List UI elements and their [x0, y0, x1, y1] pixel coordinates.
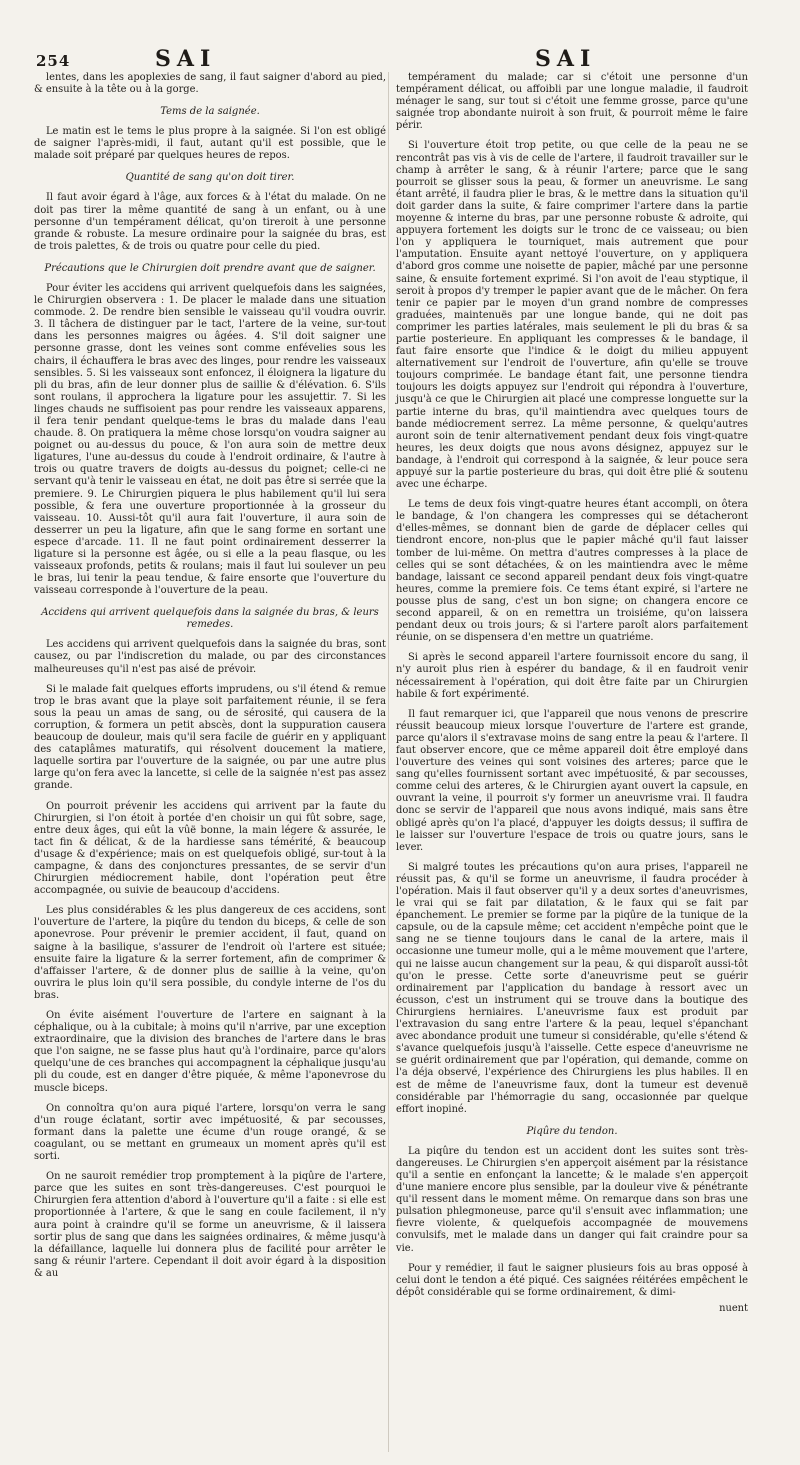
paragraph: Les accidens qui arrivent quelquefois dans la saignée du bras, sont causez, ou par l'indiscretion du malade, ou par des circonstances malheureuses qu'il n'est pas aisé de prévoir. [34, 639, 386, 675]
paragraph: Pour y remédier, il faut le saigner plusieurs fois au bras opposé à celui dont le tendon a été piqué. Ces saignées réitérées empêchent le dépôt considérable qui se forme ordinairement, & dimi- [396, 1262, 748, 1298]
section-heading: Quantité de sang qu'on doit tirer. [125, 172, 295, 184]
paragraph: Les plus considérables & les plus dangereux de ces accidens, sont l'ouverture de l'artere, la piqûre du tendon du biceps, & celle de son aponevrose. Pour prévenir le premier accident, il faut, quand on saigne à la basilique, s'assurer de l'endroit où l'artere est située; ensuite faire la ligature & la serrer fortement, afin de comprimer & d'affaisser l'artere, & de donner plus de saillie à la veine, qu'on ouvrira le plus loin qu'il sera possible, du condyle interne de l'os du bras. [34, 905, 386, 1001]
catchword: nuent [719, 1302, 748, 1314]
paragraph: On évite aisément l'ouverture de l'artere en saignant à la céphalique, ou à la cubitale; à moins qu'il n'arrive, par une exception extraordinaire, que la division des branches de l'artere dans le bras que l'on saigne, ne se fasse plus haut qu'à l'ordinaire, parce qu'alors quelqu'une de ces branches qui accompagnent la céphalique jusqu'au pli du coude, est en danger d'être piquée, & même l'aponevrose du muscle biceps. [34, 1010, 386, 1094]
paragraph: lentes, dans les apoplexies de sang, il faut saigner d'abord au pied, & ensuite à la tête ou à la gorge. [34, 72, 386, 96]
paragraph: Si malgré toutes les précautions qu'on aura prises, l'appareil ne réussit pas, & qu'il se forme un aneuvrisme, il faudra procéder à l'opération. Mais il faut observer qu'il y a deux sortes d'aneuvrismes, le vrai qui se fait par dilatation, & le faux qui se fait par épanchement. Le premier se forme par la piqûre de la tunique de la capsule, ou de la capsule même; cet accident n'empêche point que le sang ne se tienne toujours dans le canal de la artere, mais il occasionne une tumeur molle, qui a le même mouvement que l'artere, qui ne laisse aucun changement sur la peau, & qui disparoît aussi-tôt qu'on le presse. Cette sorte d'aneuvrisme peut se guérir ordinairement par l'application du bandage à ressort avec un écusson, c'est un instrument qui se trouve dans la boutique des Chirurgiens herniaires. L'aneuvrisme faux est produit par l'extravasion du sang entre l'artere & la peau, lequel s'épanchant avec abondance produit une tumeur si considérable, qu'elle s'étend & s'avance quelquefois jusqu'à l'aisselle. Cette espece d'aneuvrisme ne se guérit ordinairement que par l'opération, qui demande, comme on l'a déja observé, l'expérience des Chirurgiens les plus habiles. Il en est de même de l'aneuvrisme faux, dont la tumeur est devenuë considérable par l'hémorragie du sang, occasionnée par quelque effort inopiné. [396, 861, 748, 1115]
section-heading: Piqûre du tendon. [526, 1125, 618, 1137]
paragraph: Il faut avoir égard à l'âge, aux forces & à l'état du malade. On ne doit pas tirer la même quantité de sang à un enfant, ou à une personne d'un tempérament délicat, qu'on tireroit à une personne grande & robuste. La mesure ordinaire pour la saignée du bras, est de trois palettes, & de trois ou quatre pour celle du pied. [34, 192, 386, 252]
paragraph: La piqûre du tendon est un accident dont les suites sont très-dangereuses. Le Chirurgien s'en apperçoit aisément par la résistance qu'il a sentie en enfonçant la lancette; & le malade s'en apperçoit d'une maniere encore plus sensible, par la douleur vive & pénétrante qu'il ressent dans le moment même. On remarque dans son bras une pulsation phlegmoneuse, parce qu'il s'ensuit avec inflammation; une fievre violente, & quelquefois accompagnée de mouvemens convulsifs, met le malade dans un danger qui fait craindre pour sa vie. [396, 1145, 748, 1254]
left-column [34, 72, 386, 1288]
right-column [396, 72, 748, 1315]
paragraph: Si l'ouverture étoit trop petite, ou que celle de la peau ne se rencontrât pas vis à vis de celle de l'artere, il faudroit travailler sur le champ à arrêter le sang, & à réunir l'artere; parce que le sang pourroit se glisser sous la peau, & former un aneuvrisme. Le sang étant arrêté, il faudra plier le bras, & le mettre dans la situation qu'il doit garder dans la suite, & faire comprimer l'artere dans la partie moyenne & interne du bras, par une personne robuste & adroite, qui appuyera fortement les doigts sur le tronc de ce vaisseau; ou bien l'on y appliquera le tourniquet, mais autrement que pour l'amputation. Ensuite ayant nettoyé l'ouverture, on y appliquera d'abord gros comme une noisette de papier, mâché par une personne saine, & ensuite fortement exprimé. Si l'on avoit de l'eau styptique, il seroit à propos d'y tremper le papier avant que de le mâcher. On fera tenir ce papier par le moyen d'un grand nombre de compresses graduées, maintenuës par une longue bande, qui ne doit pas comprimer les parties latérales, mais seulement le pli du bras & sa partie posterieure. En appliquant les compresses & le bandage, il faut faire ensorte que l'indice & le doigt du milieu appuyent alternativement sur l'endroit de l'ouverture, afin qu'elle se trouve toujours comprimée. Le bandage étant fait, une personne tiendra toujours les doigts appuyez sur l'endroit qui répondra à l'ouverture, jusqu'à ce que le Chirurgien ait placé une compresse longuette sur la partie interne du bras, qu'il maintiendra avec quelques tours de bande médiocrement serrez. La même personne, & quelqu'autres auront soin de tenir alternativement pendant deux fois vingt-quatre heures, les deux doigts que nous avons désignez, appuyez sur le bandage, à l'endroit qui correspond à la saignée, & leur pouce sera appuyé sur la partie posterieure du bras, qui doit être plié & soutenu avec une écharpe. [396, 140, 748, 491]
section-heading: Accidens qui arrivent quelquefois dans la saignée du bras, & leurs remedes. [41, 607, 379, 631]
paragraph: tempérament du malade; car si c'étoit une personne d'un tempérament délicat, ou affoibli par une longue maladie, il faudroit ménager le sang, sur tout si c'étoit une femme grosse, parce qu'une saignée trop abondante nuiroit à son fruit, & pourroit même le faire périr. [396, 72, 748, 132]
paragraph: Si après le second appareil l'artere fournissoit encore du sang, il n'y auroit plus rien à espérer du bandage, & il en faudroit venir nécessairement à l'opération, qui doit être faite par un Chirurgien habile & fort expérimenté. [396, 652, 748, 700]
column-divider [388, 72, 389, 1452]
paragraph: Il faut remarquer ici, que l'appareil que nous venons de prescrire réussit beaucoup mieux lorsque l'ouverture de l'artere est grande, parce qu'alors il s'extravase moins de sang entre la peau & l'artere. Il faut observer encore, que ce même appareil doit être employé dans l'ouverture des veines qui sont voisines des arteres; parce que le sang qu'elles fournissent sortant avec impétuosité, & par secousses, comme celui des arteres, & le Chirurgien ayant ouvert la capsule, en ouvrant la veine, il pourroit s'y former un aneuvrisme vrai. Il faudra donc se servir de l'appareil que nous avons indiqué, mais sans être obligé après qu'on l'a placé, d'appuyer les doigts dessus; il suffira de le laisser sur l'ouverture l'espace de trois ou quatre jours, sans le lever. [396, 708, 748, 853]
section-heading: Précautions que le Chirurgien doit prendre avant que de saigner. [44, 262, 376, 274]
running-head-left: SAI [155, 46, 217, 72]
running-head-right: SAI [535, 46, 597, 72]
section-heading: Tems de la saignée. [160, 106, 260, 118]
paragraph: Si le malade fait quelques efforts imprudens, ou s'il étend & remue trop le bras avant que la playe soit parfaitement réunie, il se fera sous la peau un amas de sang, ou de sérosité, qui causera de la corruption, & formera un petit abscès, dont la suppuration causera beaucoup de douleur, mais qu'il sera facile de guérir en y appliquant des cataplâmes maturatifs, qui résolvent doucement la matiere, laquelle sortira par l'ouverture de la saignée, ou par une autre plus large qu'on fera avec la lancette, si celle de la saignée n'est pas assez grande. [34, 683, 386, 792]
paragraph: Le matin est le tems le plus propre à la saignée. Si l'on est obligé de saigner l'après-midi, il faut, autant qu'il est possible, que le malade soit préparé par quelques heures de repos. [34, 126, 386, 162]
paragraph: On ne sauroit remédier trop promptement à la piqûre de l'artere, parce que les suites en sont très-dangereuses. C'est pourquoi le Chirurgien fera attention d'abord à l'ouverture qu'il a faite : si elle est proportionnée à l'artere, & que le sang en coule facilement, il n'y aura point à craindre qu'il se forme un aneuvrisme, & il laissera sortir plus de sang que dans les saignées ordinaires, & même jusqu'à la défaillance, laquelle lui donnera plus de facilité pour arrêter le sang & réunir l'artere. Cependant il doit avoir égard à la disposition & au [34, 1171, 386, 1279]
paragraph: Le tems de deux fois vingt-quatre heures étant accompli, on ôtera le bandage, & l'on changera les compresses qui se détacheront d'elles-mêmes, se donnant bien de garde de déplacer celles qui tiendront encore, non-plus que le papier mâché qu'il faut laisser tomber de lui-même. On mettra d'autres compresses à la place de celles qui se sont détachées, & on les maintiendra avec le même bandage, laissant ce second appareil pendant deux fois vingt-quatre heures, comme la premiere fois. Ce tems étant expiré, si l'artere ne pousse plus de sang, c'est un bon signe; on changera encore ce second appareil, & on en remettra un troisiéme, qu'on laissera pendant deux ou trois jours; & si l'artere paroît alors parfaitement réunie, on se dispensera d'en mettre un quatriéme. [396, 499, 748, 644]
paragraph: On pourroit prévenir les accidens qui arrivent par la faute du Chirurgien, si l'on étoit à portée d'en choisir un qui fût sobre, sage, entre deux âges, qui eût la vûë bonne, la main légere & assurée, le tact fin & délicat, & de la hardiesse sans témérité, & beaucoup d'usage & d'expérience; mais on est quelquefois obligé, sur-tout à la campagne, & dans des conjonctures pressantes, de se servir d'un Chirurgien médiocrement habile, dont l'opération peut être accompagnée, ou suivie de beaucoup d'accidens. [34, 800, 386, 897]
page-number: 254 [36, 52, 71, 70]
paragraph: On connoîtra qu'on aura piqué l'artere, lorsqu'on verra le sang d'un rouge éclatant, sortir avec impétuosité, & par secousses, formant dans la palette une écume d'un rouge orangé, & se coagulant, ou se mettant en grumeaux un moment après qu'il est sorti. [34, 1102, 386, 1163]
paragraph: Pour éviter les accidens qui arrivent quelquefois dans les saignées, le Chirurgien observera : 1. De placer le malade dans une situation commode. 2. De rendre bien sensible le vaisseau qu'il voudra ouvrir. 3. Il tâchera de distinguer par le tact, l'artere de la veine, sur-tout dans les personnes maigres ou âgées. 4. S'il doit saigner une personne grasse, dont les veines sont comme enfévelies sous les chairs, il échauffera le bras avec des linges, pour rendre les vaisseaux sensibles. 5. Si les vaisseaux sont enfoncez, il éloignera la ligature du pli du bras, afin de leur donner plus de saillie & d'élévation. 6. S'ils sont roulans, il approchera la ligature pour les assujettir. 7. Si les linges chauds ne suffisoient pas pour rendre les vaisseaux apparens, il fera tenir pendant quelque-tems le bras du malade dans l'eau chaude. 8. On pratiquera la même chose lorsqu'on voudra saigner au poignet ou au-dessus du pouce, & l'on aura soin de mettre deux ligatures, l'une au-dessus du coude à l'endroit ordinaire, & l'autre à trois ou quatre travers de doigts au-dessus du poignet; celle-ci ne servant qu'à tenir le vaisseau en état, ne doit pas être si serrée que la premiere. 9. Le Chirurgien piquera le plus habilement qu'il lui sera possible, & fera une ouverture proportionnée à la grosseur du vaisseau. 10. Aussi-tôt qu'il aura fait l'ouverture, il aura soin de desserrer un peu la ligature, afin que le sang forme en sortant une espece d'arcade. 11. Il ne faut point ordinairement desserrer la ligature si la personne est âgée, ou si elle a la peau flasque, ou les vaisseaux profonds, petits & roulans; mais il faut lui soulever un peu le bras, lui tenir la peau tendue, & faire ensorte que l'ouverture du vaisseau corresponde à l'ouverture de la peau. [34, 282, 386, 597]
